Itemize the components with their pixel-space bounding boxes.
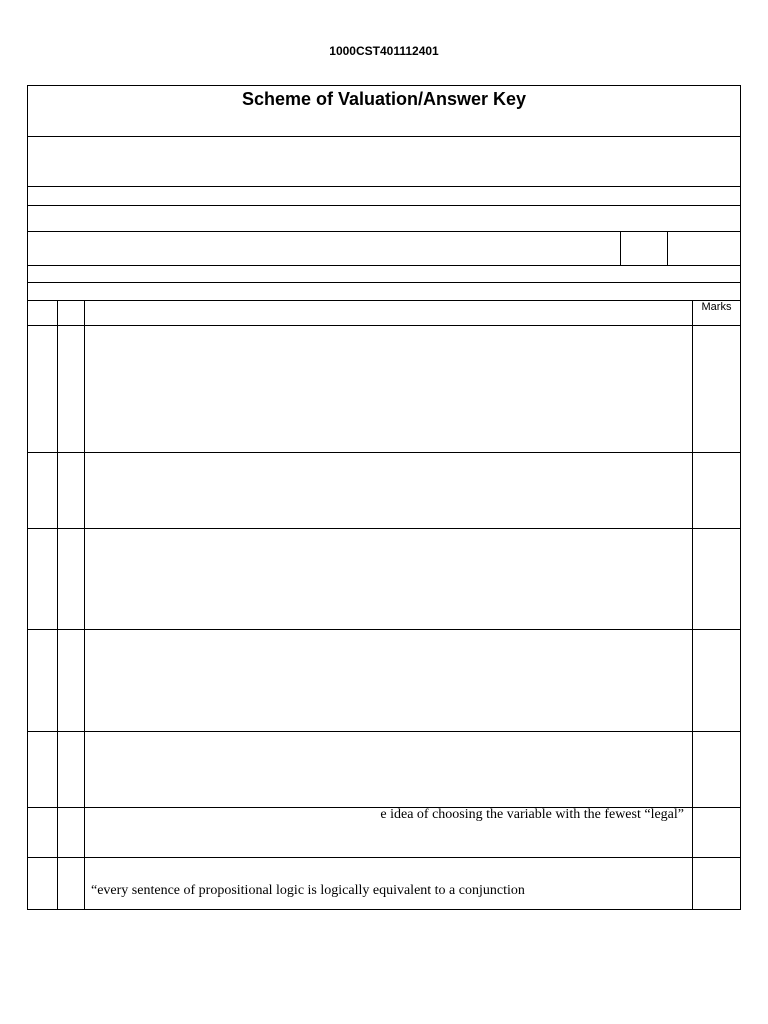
info-divider-3 <box>27 231 741 232</box>
title-divider <box>27 136 741 137</box>
subq-column-divider <box>84 300 85 909</box>
qno-column-divider <box>57 300 58 909</box>
answer-text-row-7: “every sentence of propositional logic is logically equivalent to a conjunction <box>91 883 525 898</box>
table-top-border <box>27 300 741 301</box>
marks-column-header: Marks <box>701 301 732 313</box>
table-row-divider <box>27 857 741 858</box>
page-title: Scheme of Valuation/Answer Key <box>241 89 527 109</box>
info-divider-5 <box>27 282 741 283</box>
info-divider-2 <box>27 205 741 206</box>
info-divider-1 <box>27 186 741 187</box>
info-cell-divider-2 <box>667 231 668 265</box>
table-header-divider <box>27 325 741 326</box>
answer-key-frame <box>27 85 741 910</box>
marks-column-divider <box>692 300 693 909</box>
table-row-divider <box>27 731 741 732</box>
document-code: 1000CST401112401 <box>329 44 439 58</box>
info-cell-divider-1 <box>620 231 621 265</box>
table-row-divider <box>27 452 741 453</box>
table-row-divider <box>27 629 741 630</box>
answer-text-row-6: e idea of choosing the variable with the fewest “legal” <box>380 807 684 822</box>
info-divider-4 <box>27 265 741 266</box>
table-row-divider <box>27 528 741 529</box>
